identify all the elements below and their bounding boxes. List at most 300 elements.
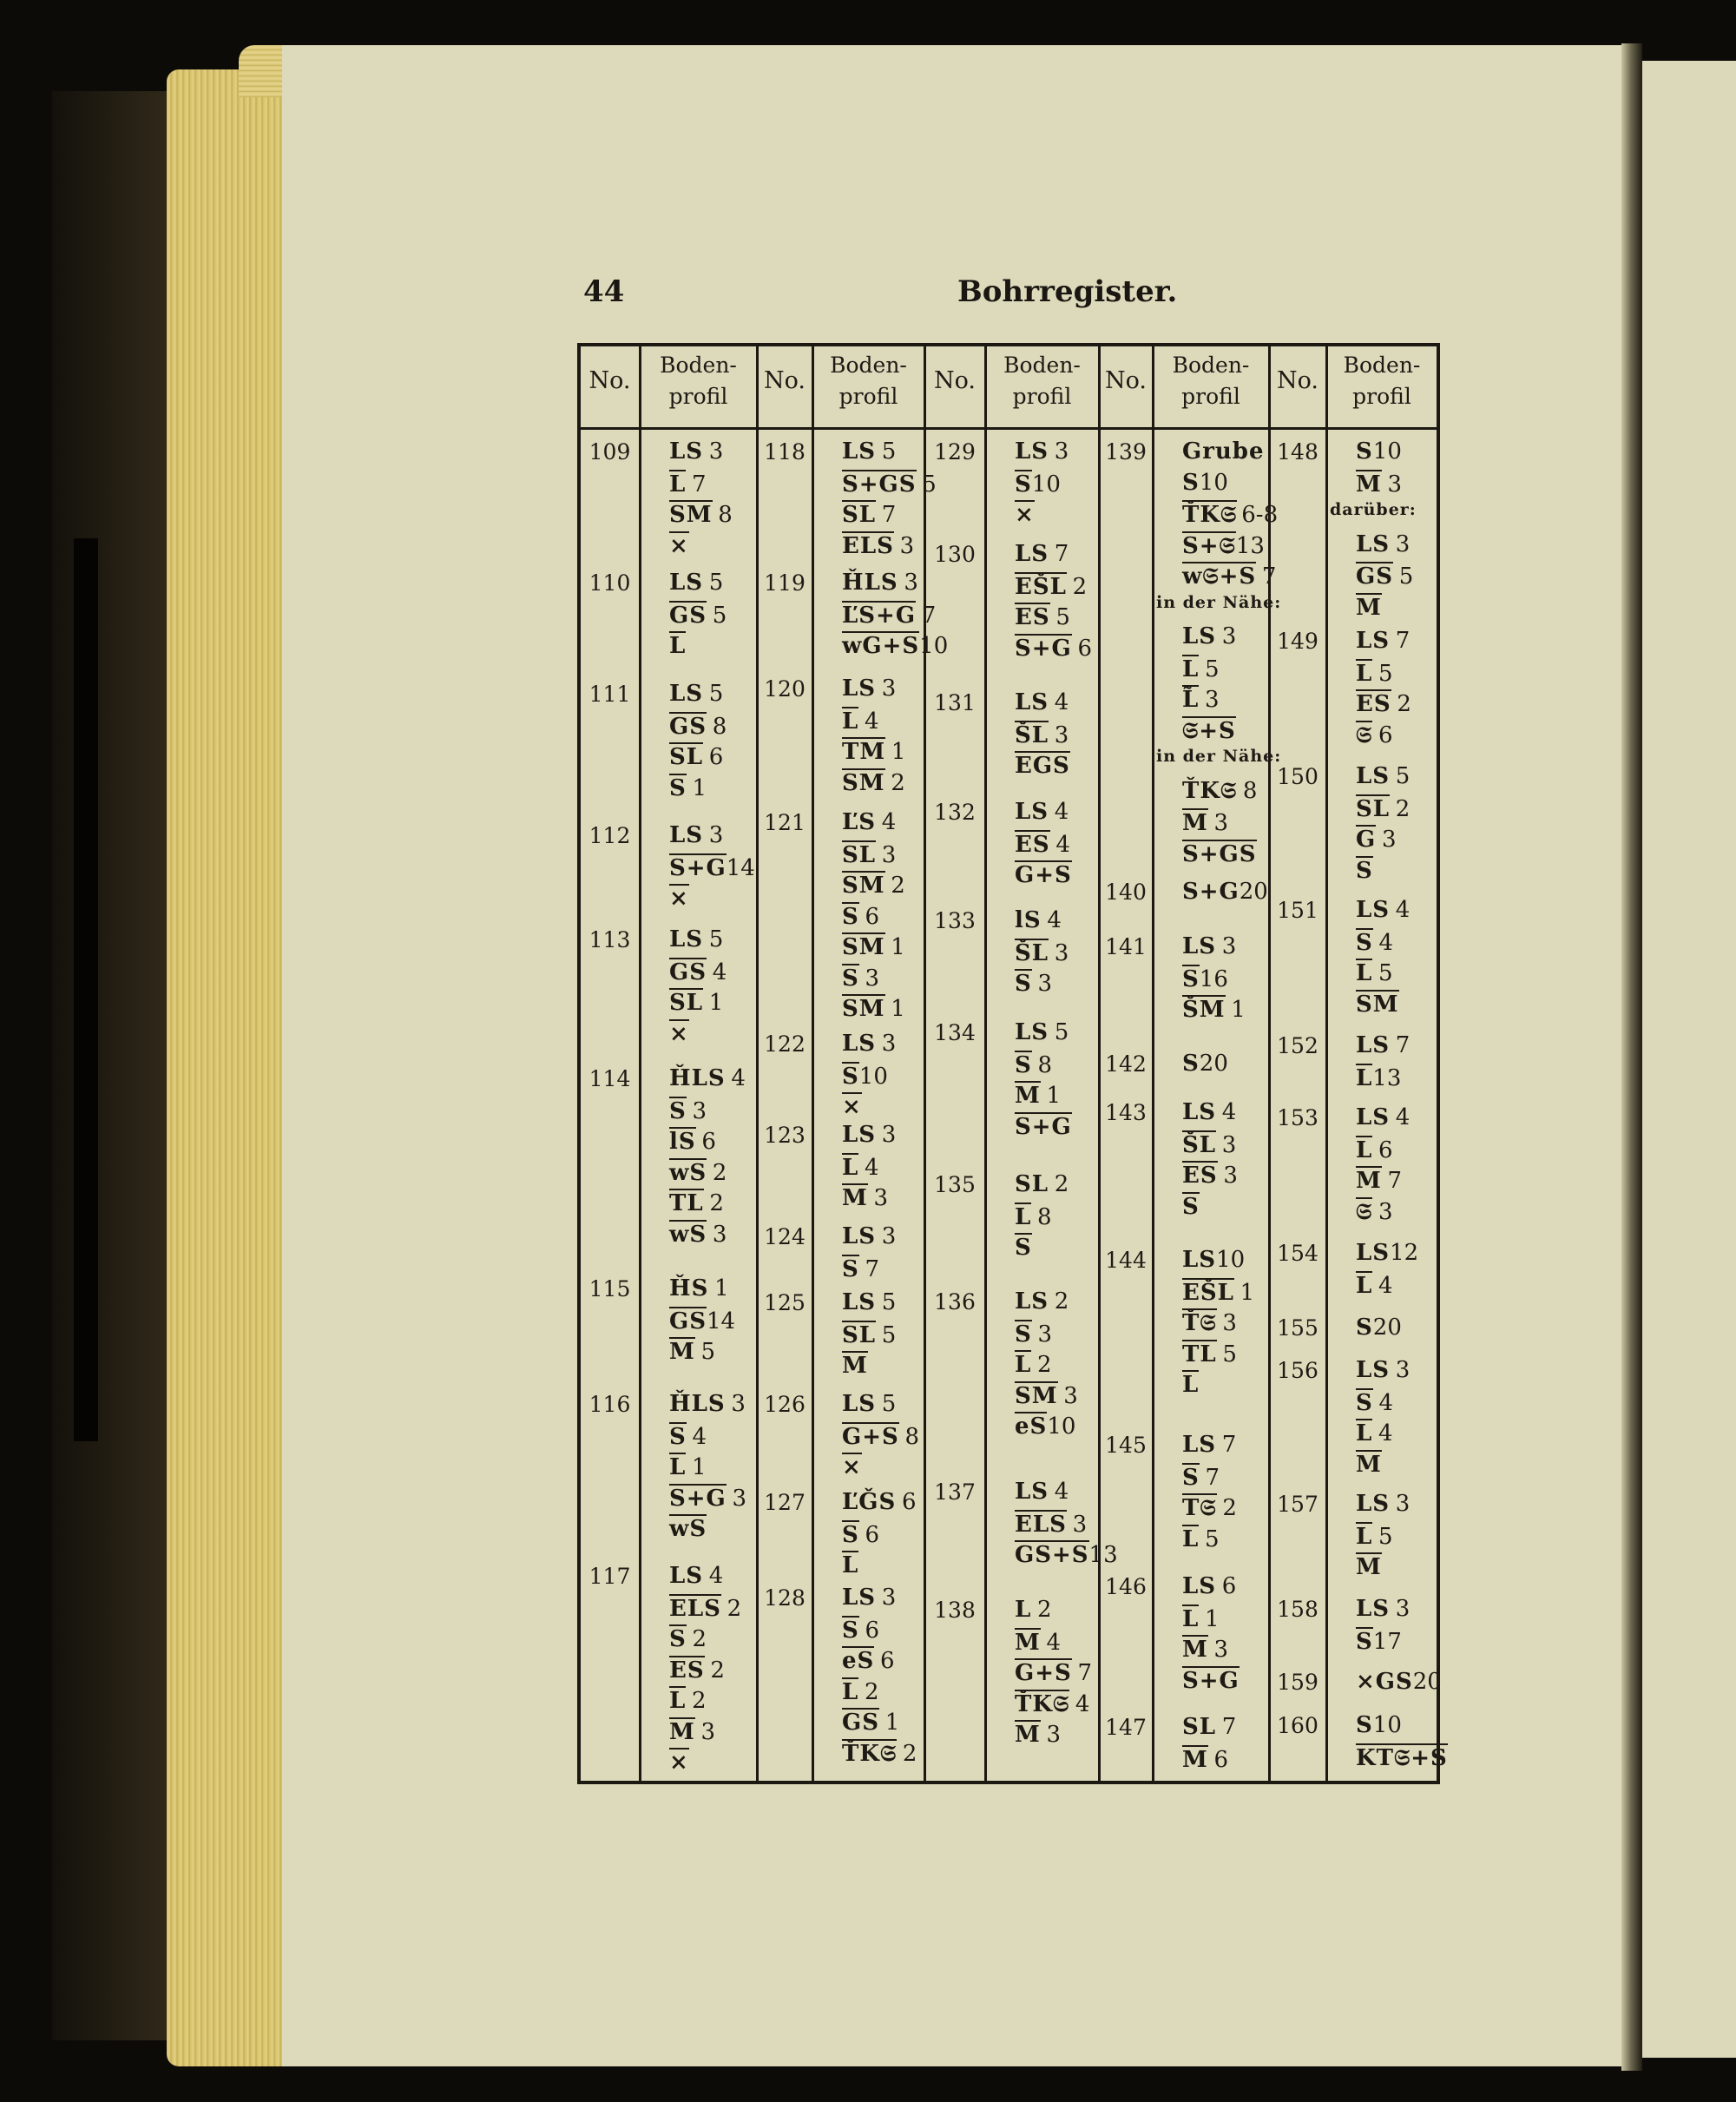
- bore-number: 120: [764, 676, 806, 702]
- profile-layer: [1015, 721, 1075, 748]
- profile-layer: [669, 774, 713, 801]
- profile-layer: [1015, 1479, 1075, 1505]
- bore-number: 158: [1277, 1597, 1318, 1622]
- layer-code: ×: [842, 1454, 862, 1480]
- profile-layer: [1182, 531, 1265, 560]
- layer-code: SL: [1356, 795, 1391, 822]
- layer-thickness: 5: [708, 570, 724, 596]
- layer-thickness: 8: [904, 1423, 920, 1450]
- layer-thickness: 20: [1199, 1051, 1228, 1077]
- layer-code: SL: [1015, 1171, 1049, 1197]
- profile-layer: [1182, 1130, 1242, 1158]
- profile-layer: [1182, 1493, 1243, 1522]
- layer-code: ŤK𝔖: [1182, 502, 1238, 528]
- profile-layer: [1015, 939, 1075, 966]
- layer-code: w𝔖+S: [1182, 563, 1257, 590]
- layer-code: S+𝔖: [1182, 532, 1236, 559]
- layer-thickness: 7: [1387, 1168, 1403, 1194]
- bore-number: 130: [934, 542, 976, 567]
- profile-layer: [669, 1453, 712, 1480]
- layer-code: TL: [669, 1190, 704, 1216]
- layer-thickness: 6: [865, 1617, 880, 1644]
- layer-code: ES: [1015, 604, 1050, 630]
- layer-thickness: 1: [1240, 1279, 1255, 1306]
- profile-layer: [1015, 1510, 1093, 1538]
- profile-layer: [842, 1122, 902, 1148]
- profile-layer: [1356, 763, 1416, 789]
- layer-code: M: [842, 1353, 868, 1379]
- profile-note: [1330, 500, 1417, 519]
- layer-code: LS: [1015, 1479, 1049, 1505]
- layer-code: EŠL: [1015, 573, 1067, 600]
- profile-layer: [1015, 1203, 1057, 1230]
- bore-number: 121: [764, 810, 806, 835]
- layer-code: wG+S: [842, 633, 920, 659]
- layer-thickness: 13: [1372, 1064, 1402, 1091]
- layer-thickness: 3: [1221, 1131, 1237, 1158]
- bore-number: 110: [589, 570, 631, 596]
- layer-code: LS: [1356, 628, 1391, 654]
- layer-thickness: 6: [1213, 1746, 1229, 1773]
- bore-number: 138: [934, 1598, 976, 1623]
- layer-code: LS: [669, 1563, 704, 1589]
- layer-code: S: [1356, 1628, 1373, 1655]
- header-bodenprofil: [1153, 350, 1269, 412]
- layer-code: S: [842, 1521, 859, 1548]
- page-edges: [167, 69, 288, 2066]
- profile-layer: [842, 1708, 905, 1736]
- bore-number: 124: [764, 1224, 806, 1249]
- profile-layer: [842, 531, 920, 559]
- profile-layer: [1356, 1596, 1416, 1622]
- layer-code: M: [669, 1339, 695, 1365]
- profile-layer: [1356, 438, 1402, 465]
- profile-layer: [1015, 1540, 1118, 1568]
- layer-thickness: 10: [1216, 1247, 1246, 1273]
- layer-code: G+S: [1015, 862, 1072, 888]
- profile-layer: [1182, 1432, 1242, 1458]
- layer-thickness: 3: [1222, 1310, 1237, 1336]
- profile-layer: [1356, 959, 1398, 986]
- layer-code: LS: [842, 1031, 877, 1057]
- profile-note: [1156, 593, 1281, 612]
- layer-code: ŠL: [1182, 1131, 1217, 1158]
- profile-layer: [669, 1065, 752, 1091]
- layer-thickness: 10: [1372, 1712, 1402, 1738]
- layer-code: SL: [669, 744, 704, 770]
- layer-code: LS: [1015, 1019, 1049, 1045]
- header-bodenprofil-line1: Boden-: [1003, 353, 1081, 378]
- profile-layer: [1182, 470, 1226, 496]
- profile-layer: [669, 1422, 713, 1450]
- profile-layer: [1182, 778, 1263, 805]
- layer-code: LS: [1356, 1596, 1391, 1622]
- layer-thickness: 3: [1387, 471, 1403, 497]
- layer-code: S: [1356, 1315, 1373, 1341]
- layer-code: LS: [1015, 438, 1049, 465]
- profile-layer: [1015, 1350, 1057, 1378]
- bore-number: 159: [1277, 1670, 1318, 1695]
- facing-page: [1642, 61, 1736, 2058]
- layer-thickness: 4: [1054, 1479, 1069, 1505]
- layer-code: M: [1356, 1451, 1382, 1478]
- layer-code: LS: [1015, 541, 1049, 567]
- layer-code: LS: [1182, 1099, 1217, 1125]
- profile-layer: [1015, 438, 1075, 465]
- bore-number: 144: [1105, 1248, 1147, 1273]
- profile-layer: [669, 681, 729, 707]
- layer-code: TM: [842, 739, 886, 765]
- layer-code: L: [1356, 960, 1373, 986]
- profile-layer: [842, 1321, 902, 1348]
- bore-number: 151: [1277, 898, 1318, 923]
- layer-thickness: 3: [732, 1485, 747, 1512]
- layer-code: M: [1356, 594, 1382, 621]
- layer-thickness: 3: [1072, 1511, 1088, 1538]
- layer-thickness: 14: [726, 854, 755, 881]
- bore-number: 116: [589, 1392, 631, 1417]
- profile-layer: [1182, 808, 1234, 836]
- layer-thickness: 2: [891, 769, 905, 796]
- layer-code: LS: [1356, 763, 1391, 789]
- layer-code: L: [669, 633, 687, 659]
- layer-thickness: 3: [1205, 687, 1220, 713]
- bore-number: 122: [764, 1031, 806, 1057]
- profile-layer: [1015, 689, 1075, 715]
- profile-layer: [842, 1223, 902, 1249]
- bore-number: 109: [589, 439, 631, 465]
- layer-thickness: 3: [1213, 810, 1229, 836]
- bore-number: 135: [934, 1172, 976, 1197]
- bore-number: 152: [1277, 1033, 1318, 1058]
- layer-thickness: 6: [865, 903, 880, 930]
- layer-code: LS: [669, 681, 704, 707]
- layer-thickness: 3: [881, 1122, 897, 1148]
- profile-layer: [842, 871, 911, 899]
- layer-code: ×: [1015, 502, 1035, 528]
- layer-code: GS: [669, 602, 707, 629]
- layer-code: S: [1356, 929, 1373, 956]
- profile-layer: [1356, 1552, 1408, 1580]
- profile-layer: [1182, 655, 1225, 682]
- bore-number: 117: [589, 1564, 631, 1589]
- layer-code: LS: [1356, 1357, 1391, 1383]
- layer-thickness: 3: [1037, 971, 1053, 997]
- profile-layer: [1356, 1491, 1416, 1517]
- layer-code: LS: [1356, 530, 1391, 557]
- layer-thickness: 3: [865, 965, 880, 992]
- layer-code: S: [842, 1063, 859, 1090]
- profile-layer: [1356, 1032, 1416, 1058]
- layer-thickness: 4: [1378, 1272, 1393, 1299]
- header-no: No.: [934, 367, 976, 394]
- layer-code: SL: [1182, 1714, 1217, 1740]
- layer-thickness: 3: [881, 675, 897, 702]
- layer-code: S: [842, 1617, 859, 1644]
- layer-thickness: 5: [1378, 660, 1393, 687]
- layer-code: G: [1356, 827, 1377, 853]
- layer-code: S: [1356, 438, 1373, 465]
- layer-code: S: [842, 903, 859, 930]
- profile-layer: [1015, 751, 1096, 779]
- profile-layer: [1182, 500, 1282, 529]
- layer-code: LS: [669, 926, 704, 952]
- layer-thickness: 3: [1221, 933, 1237, 959]
- layer-thickness: 3: [881, 1223, 897, 1249]
- layer-code: ŠL: [1015, 939, 1049, 966]
- profile-layer: [842, 1489, 922, 1515]
- profile-layer: [1015, 799, 1075, 825]
- layer-code: ×GS: [1356, 1669, 1413, 1695]
- layer-thickness: 4: [865, 708, 879, 735]
- profile-layer: [1356, 659, 1398, 687]
- layer-code: KT𝔖+S: [1356, 1744, 1448, 1771]
- layer-thickness: 13: [1088, 1542, 1118, 1568]
- bore-number: 153: [1277, 1105, 1318, 1130]
- layer-code: S: [1182, 1464, 1200, 1491]
- group-rule: [1098, 343, 1101, 1784]
- layer-code: LS: [842, 1585, 877, 1611]
- profile-layer: [842, 1183, 894, 1211]
- layer-thickness: 5: [1378, 1523, 1393, 1550]
- header-bodenprofil-line2: profil: [668, 384, 728, 409]
- bore-number: 114: [589, 1066, 631, 1091]
- layer-thickness: 4: [1378, 1389, 1394, 1416]
- profile-layer: [1015, 1658, 1098, 1686]
- profile-layer: [1015, 1233, 1058, 1261]
- layer-thickness: 7: [1054, 541, 1069, 567]
- layer-thickness: 1: [714, 1275, 729, 1301]
- profile-layer: [842, 1422, 925, 1450]
- layer-thickness: 5: [881, 1321, 897, 1348]
- layer-thickness: 4: [712, 959, 727, 985]
- layer-code: SM: [842, 769, 885, 796]
- layer-code: ES: [1356, 691, 1391, 717]
- layer-code: SL: [842, 841, 877, 868]
- profile-layer: [669, 1748, 715, 1776]
- layer-code: 𝔖: [1356, 1198, 1373, 1225]
- layer-code: L: [1356, 1420, 1373, 1446]
- profile-layer: [669, 742, 729, 770]
- layer-thickness: 4: [1395, 897, 1410, 923]
- layer-thickness: 5: [708, 926, 724, 952]
- layer-code: SM: [842, 873, 885, 899]
- layer-code: lS: [669, 1129, 696, 1155]
- layer-thickness: 6-8: [1241, 502, 1279, 528]
- profile-layer: [1356, 1166, 1408, 1194]
- profile-layer: [1182, 1605, 1225, 1632]
- header-no: No.: [1105, 367, 1147, 394]
- profile-layer: [1356, 593, 1408, 621]
- profile-layer: [1182, 685, 1225, 713]
- layer-thickness: 14: [706, 1308, 736, 1334]
- profile-layer: [1015, 1720, 1067, 1748]
- profile-layer: [842, 500, 902, 528]
- layer-code: L: [1182, 1525, 1200, 1552]
- layer-code: S: [1015, 471, 1032, 497]
- layer-thickness: 3: [731, 1391, 746, 1417]
- layer-thickness: 4: [1221, 1099, 1237, 1125]
- layer-code: LS: [669, 822, 704, 848]
- layer-thickness: 2: [1054, 1171, 1069, 1197]
- layer-thickness: 7: [692, 471, 707, 497]
- layer-thickness: 4: [865, 1154, 879, 1181]
- profile-layer: [669, 1275, 734, 1301]
- layer-code: S: [1015, 1051, 1032, 1078]
- layer-code: EGS: [1015, 753, 1070, 779]
- layer-thickness: 5: [881, 438, 897, 465]
- profile-layer: [842, 1351, 894, 1379]
- layer-code: ȞLS: [842, 570, 898, 596]
- layer-code: M: [1182, 1746, 1208, 1773]
- profile-layer: [669, 958, 733, 985]
- profile-layer: [1356, 1357, 1416, 1383]
- layer-thickness: 3: [1395, 1491, 1410, 1517]
- profile-layer: [669, 1717, 721, 1745]
- layer-thickness: 2: [1054, 1288, 1069, 1315]
- profile-layer: [1356, 1712, 1402, 1738]
- layer-code: eS: [842, 1648, 875, 1674]
- layer-code: SM: [669, 502, 713, 528]
- layer-thickness: 1: [708, 990, 724, 1016]
- layer-thickness: 6: [1378, 1137, 1393, 1163]
- layer-code: LS: [842, 1391, 877, 1417]
- column-rule: [1325, 343, 1328, 1784]
- book-gutter: [1621, 43, 1642, 2071]
- profile-layer: [1182, 1635, 1234, 1663]
- layer-thickness: 5: [1395, 763, 1410, 789]
- bore-number: 123: [764, 1123, 806, 1148]
- layer-thickness: 1: [1046, 1083, 1062, 1109]
- column-rule: [984, 343, 987, 1784]
- profile-layer: [1015, 1690, 1095, 1718]
- page-number: 44: [583, 274, 625, 309]
- layer-thickness: 10: [919, 633, 949, 659]
- layer-thickness: 2: [692, 1626, 707, 1652]
- profile-layer: [669, 570, 729, 596]
- layer-thickness: 2: [710, 1657, 725, 1684]
- profile-layer: [1356, 470, 1408, 497]
- layer-code: LS: [1356, 1240, 1391, 1266]
- layer-thickness: 3: [873, 1185, 889, 1211]
- profile-layer: [669, 1391, 752, 1417]
- layer-thickness: 3: [1221, 623, 1237, 649]
- layer-thickness: 3: [1213, 1637, 1229, 1663]
- profile-layer: [1182, 562, 1282, 590]
- layer-code: ŠM: [1182, 997, 1226, 1023]
- layer-code: S: [1182, 469, 1200, 496]
- bore-number: 113: [589, 927, 631, 952]
- profile-note: [1156, 747, 1281, 766]
- profile-layer: [1015, 1412, 1076, 1440]
- profile-layer: [669, 1563, 729, 1589]
- bore-number: 155: [1277, 1315, 1318, 1341]
- layer-code: L: [669, 1688, 687, 1714]
- layer-thickness: 2: [1037, 1352, 1052, 1378]
- layer-code: S+G: [669, 1485, 727, 1512]
- layer-code: L: [1015, 1597, 1032, 1623]
- layer-code: LS: [669, 438, 704, 465]
- layer-thickness: 1: [1205, 1605, 1220, 1632]
- layer-thickness: 1: [692, 1454, 707, 1480]
- profile-layer: [1182, 965, 1226, 992]
- running-head: Bohrregister.: [957, 274, 1178, 309]
- bore-number: 126: [764, 1392, 806, 1417]
- profile-layer: [1182, 1099, 1242, 1125]
- layer-code: ELS: [1015, 1511, 1067, 1538]
- profile-layer: [842, 1520, 885, 1548]
- profile-layer: [1356, 1743, 1474, 1772]
- bore-number: 147: [1105, 1715, 1147, 1740]
- layer-thickness: 10: [1031, 471, 1061, 497]
- bore-number: 133: [934, 908, 976, 933]
- bore-number: 150: [1277, 764, 1318, 789]
- profile-layer: [842, 840, 902, 868]
- layer-thickness: 8: [712, 713, 727, 740]
- profile-layer: [1182, 1714, 1242, 1740]
- layer-code: ȞS: [669, 1275, 709, 1301]
- layer-code: LS: [842, 1122, 877, 1148]
- layer-thickness: 10: [858, 1063, 888, 1090]
- layer-thickness: 2: [865, 1678, 879, 1705]
- profile-layer: [669, 822, 729, 848]
- layer-thickness: 5: [700, 1339, 716, 1365]
- profile-layer: [842, 1031, 902, 1057]
- layer-thickness: 2: [709, 1190, 724, 1216]
- layer-thickness: 2: [1395, 795, 1410, 822]
- layer-thickness: 5: [1205, 656, 1220, 682]
- layer-code: LS: [1182, 1432, 1217, 1458]
- profile-layer: [669, 1189, 730, 1216]
- profile-layer: [669, 853, 753, 881]
- layer-thickness: 5: [1378, 960, 1393, 986]
- bore-number: 145: [1105, 1433, 1147, 1458]
- layer-code: G+S: [1015, 1660, 1072, 1686]
- layer-code: ES: [669, 1657, 705, 1684]
- layer-thickness: 5: [712, 602, 727, 629]
- layer-code: L: [1182, 656, 1200, 682]
- layer-code: M: [1015, 1083, 1041, 1109]
- header-bodenprofil: [640, 350, 757, 412]
- profile-layer: [1182, 1161, 1244, 1189]
- bore-number: 127: [764, 1490, 806, 1515]
- profile-layer: [842, 1585, 902, 1611]
- layer-thickness: 3: [708, 438, 724, 465]
- layer-code: L: [669, 471, 687, 497]
- profile-layer: [1356, 794, 1416, 822]
- profile-layer: [1015, 470, 1061, 497]
- header-bodenprofil-line2: profil: [1012, 384, 1072, 409]
- profile-layer: [669, 1220, 733, 1248]
- layer-thickness: 2: [692, 1688, 707, 1714]
- profile-layer: [1015, 907, 1068, 933]
- layer-code: L: [1182, 1372, 1200, 1398]
- layer-thickness: 2: [1397, 691, 1411, 717]
- profile-layer: [1015, 1288, 1075, 1315]
- profile-layer: [669, 601, 733, 629]
- bore-number: 157: [1277, 1492, 1318, 1517]
- layer-code: S: [842, 965, 859, 992]
- profile-layer: [1356, 825, 1402, 853]
- bore-number: 160: [1277, 1713, 1318, 1738]
- layer-thickness: 7: [881, 502, 897, 528]
- bore-number: 137: [934, 1479, 976, 1505]
- profile-layer: [1356, 897, 1416, 923]
- layer-thickness: 8: [1037, 1051, 1053, 1078]
- layer-code: S+GS: [1182, 840, 1257, 867]
- profile-layer: [669, 1097, 713, 1124]
- profile-layer: [842, 1739, 923, 1768]
